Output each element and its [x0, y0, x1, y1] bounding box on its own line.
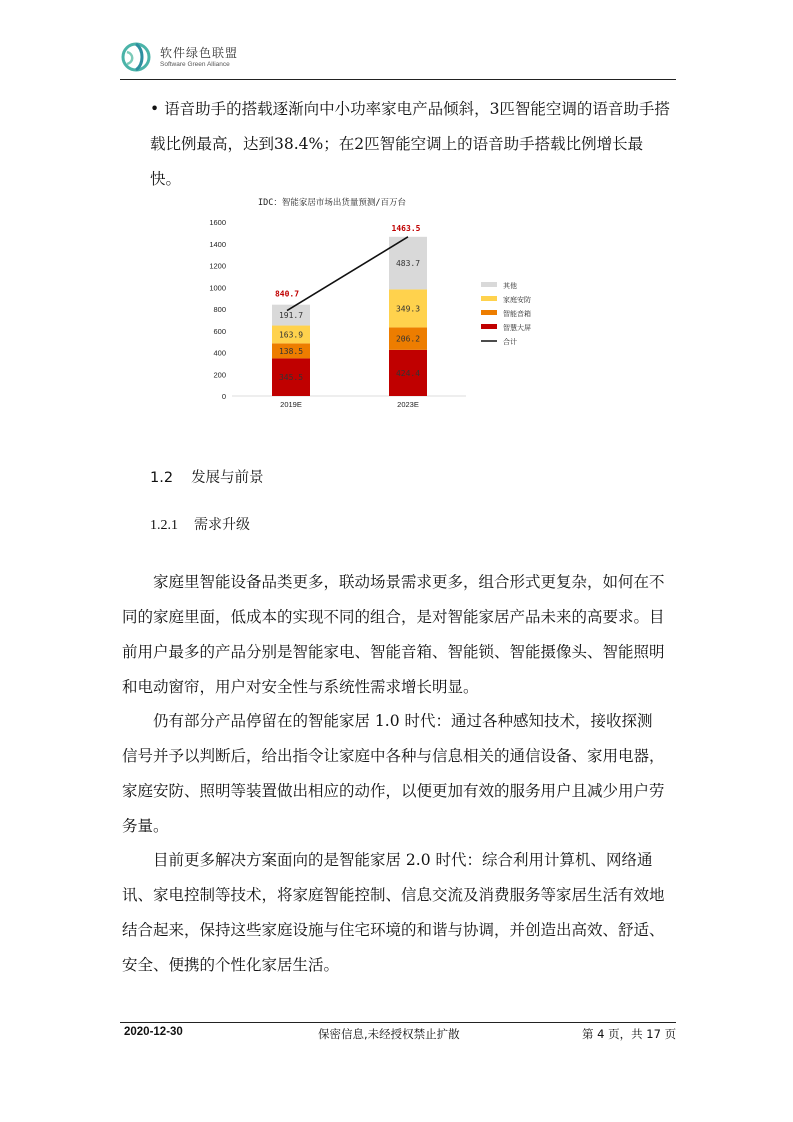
brand-name-en: Software Green Alliance [160, 61, 230, 68]
section-heading [150, 466, 264, 487]
legend-label: 家庭安防 [503, 296, 531, 304]
bullet-paragraph: • 语音助手的搭载逐渐向中小功率家电产品倾斜，3匹智能空调的语音助手搭载比例最高，达到38.4%；在2匹智能空调上的语音助手搭载比例增长最快。 [150, 100, 670, 188]
legend-swatch [481, 296, 497, 301]
legend-label: 智慧大屏 [503, 324, 531, 332]
legend-swatch [481, 324, 497, 329]
section-title: 发展与前景 [191, 470, 264, 486]
y-tick-label: 400 [213, 348, 226, 358]
legend-label: 其他 [503, 282, 517, 290]
bar-value-label: 206.2 [395, 334, 421, 344]
section-number: 1.2 [150, 470, 174, 486]
logo-icon [120, 40, 152, 74]
bar-value-label: 483.7 [395, 259, 421, 269]
footer-confidential: 保密信息,未经授权禁止扩散 [318, 1027, 460, 1041]
y-tick-label: 1000 [209, 283, 226, 293]
legend-label: 智能音箱 [503, 310, 531, 318]
brand-name: 软件绿色联盟 [160, 46, 239, 60]
paragraph: 目前更多解决方案面向的是智能家居 2.0 时代：综合利用计算机、网络通讯、家电控制等技术，将家庭智能控制、信息交流及消费服务等家居生活有效地结合起来，保持这些家庭设施与住宅环境的和谐与协调，并创造出高效、舒适、安全、便携的个性化家居生活。 [122, 851, 665, 974]
footer-divider [120, 1022, 676, 1023]
footer-page-number: 第 4 页，共 17 页 [582, 1027, 677, 1041]
bar-value-label: 191.7 [278, 311, 304, 321]
bar-value-label: 424.4 [395, 368, 421, 378]
footer-date: 2020-12-30 [124, 1026, 183, 1038]
shipment-forecast-chart [196, 188, 536, 410]
y-tick-label: 0 [221, 392, 226, 401]
chart-title: IDC：智能家居市场出货量预测/百万台 [258, 198, 406, 208]
bar-value-label: 163.9 [278, 330, 304, 340]
legend-label: 合计 [503, 338, 517, 346]
y-tick-label: 600 [213, 326, 226, 336]
y-tick-label: 800 [213, 305, 226, 314]
y-tick-label: 1200 [209, 261, 226, 271]
header-divider [120, 79, 676, 80]
legend-swatch [481, 310, 497, 315]
y-tick-label: 200 [213, 370, 226, 380]
bar-value-label: 349.3 [395, 304, 421, 314]
legend-swatch [481, 282, 497, 287]
total-value-label: 840.7 [274, 289, 300, 299]
x-tick-label: 2019E [280, 400, 302, 409]
bar-value-label: 345.5 [278, 373, 304, 383]
total-value-label: 1463.5 [391, 223, 421, 233]
paragraph: 仍有部分产品停留在的智能家居 1.0 时代：通过各种感知技术，接收探测信号并予以判断后，给出指令让家庭中各种与信息相关的通信设备、家用电器，家庭安防、照明等装置做出相应的动作，以便更加有效的服务用户且减少用户劳务量。 [122, 712, 665, 835]
y-tick-label: 1400 [209, 239, 226, 249]
subsection-heading [150, 514, 250, 534]
y-tick-label: 1600 [209, 218, 226, 227]
x-tick-label: 2023E [397, 400, 419, 409]
subsection-number: 1.2.1 [150, 518, 178, 533]
subsection-title: 需求升级 [194, 517, 250, 533]
paragraph: 家庭里智能设备品类更多，联动场景需求更多，组合形式更复杂，如何在不同的家庭里面，低成本的实现不同的组合，是对智能家居产品未来的高要求。目前用户最多的产品分别是智能家电、智能音箱、智能锁、智能摄像头、智能照明和电动窗帘，用户对安全性与系统性需求增长明显。 [122, 573, 665, 696]
bar-value-label: 138.5 [278, 346, 304, 356]
